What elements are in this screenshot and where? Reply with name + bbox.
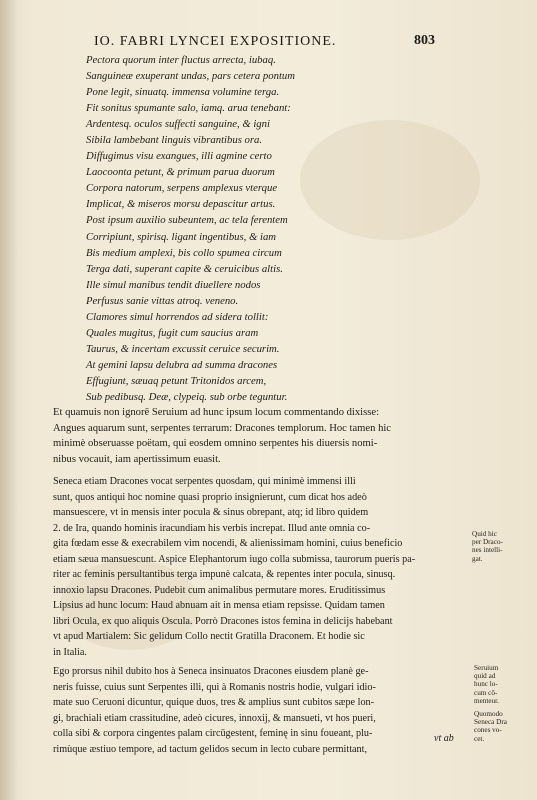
verse-line: Post ipsum auxilio subeuntem, ac tela ferentem [86,214,288,227]
prose-line: etiam sæua mansuescunt. Aspice Elephantorum iugo colla submissa, taurorum pueris pa- [53,553,416,565]
prose-line: Lipsius ad hunc locum: Haud abnuam ait in mensa etiam repsisse. Quidam tamen [53,600,385,611]
verse-line: Ardentesq. oculos suffecti sanguine, & igni [86,118,270,131]
prose-line: innoxio lapsu Dracones. Pudebit cum animalibus permutare mores. Eruditissimus [53,584,386,596]
verse-line: Implicat, & miseros morsu depascitur artus. [86,198,276,211]
verse-line: Clamores simul horrendos ad sidera tollit: [86,310,269,323]
prose-line: vt apud Martialem: Sic gelidum Collo nectit Gratilla Draconem. Et hodie sic [53,631,365,642]
verse-line: Sibila lambebant linguis vibrantibus ora. [86,134,263,147]
prose-line: gi, brachiali etiam crassitudine, adeò cicures, innoxij, & mansueti, vt hos pueri, [53,712,376,724]
verse-line: Corpora natorum, serpens amplexus vterque [86,182,278,195]
page-number: 803 [414,33,435,48]
prose-line: nibus vocauit, iam apertissimum euasit. [53,453,221,465]
verse-line: Effugiunt, sæuaq petunt Tritonidos arcem, [86,374,267,387]
verse-line: At gemini lapsu delubra ad summa dracones [86,358,278,371]
verse-line: Bis medium amplexi, bis collo spumea circum [86,246,282,259]
verse-line: Pone legit, sinuatq. immensa volumine terga. [86,86,280,99]
prose-line: rimùque æstiuo tempore, ad tactum gelidos secum in lecto cubare permittant, [53,743,368,755]
paragraph-ceruoni [53,664,463,757]
verse-line: Ille simul manibus tendit diuellere nodos [86,278,261,291]
prose-line: 2. de Ira, quando hominis iracundiam his verbis increpat. Illud ante omnia co- [53,522,371,534]
margin-gloss-servium: Seruium quid ad hunc lo- cum cō- menteur. [474,664,499,705]
prose-line: neris fuisse, cuius sunt Serpentes illi, qui à Romanis nostris hodie, vulgari idio- [53,681,376,693]
paragraph-servius [53,405,463,467]
verse-line: Diffugimus visu exangues, illi agmine certo [86,150,272,163]
prose-line: sunt, quos antiqui hoc nomine quasi proprio insignierunt, cum dicat hos adeò [53,491,367,503]
verse-line: Quales mugitus, fugit cum saucius aram [86,326,259,339]
catchword: vt ab [434,733,454,744]
margin-gloss-intelligat: Quid hic per Draco- nes intelli- gat. [472,530,503,563]
verse-line: Pectora quorum inter fluctus arrecta, iubaq. [86,54,276,66]
running-header: IO. FABRI LYNCEI EXPOSITIONE. [94,34,337,49]
paragraph-seneca [53,474,463,660]
prose-line: Angues aquarum sunt, serpentes terrarum: Dracones templorum. Hoc tamen hic [53,422,392,434]
verse-line: Terga dati, superant capite & ceruicibus altis. [86,262,283,275]
verse-quotation [86,52,466,405]
gutter-shadow [0,0,18,800]
prose-line: riter ac feminis persultantibus terga impunè calcata, & repentes inter pocula, sinusq. [53,569,396,580]
margin-gloss-quomodo: Quomodo Seneca Dra cones vo- cet. [474,710,507,743]
verse-line: Sub pedibusq. Deæ, clypeiq. sub orbe teguntur. [86,390,288,403]
verse-line: Laocoonta petunt, & primum parua duorum [86,166,275,179]
prose-line: in Italia. [53,646,87,658]
prose-line: minimè obseruasse poëtam, qui eosdem omnino serpentes his diuersis nomi- [53,438,378,450]
verse-line: Corripiunt, spirisq. ligant ingentibus, & iam [86,230,277,243]
prose-line: mate suo Ceruoni dicuntur, quique duos, tres & amplius sunt cubitos sæpe lon- [53,697,375,708]
verse-line: Fit sonitus spumante salo, iamq. arua tenebant: [86,102,291,115]
prose-line: Ego prorsus nihil dubito hos à Seneca insinuatos Dracones eiusdem planè ge- [53,666,369,677]
prose-line: colla sibi & corpora cingentes palam circūgestent, feminę in sinu foueant, plu- [53,728,373,739]
verse-line: Perfusus sanie vittas atroq. veneno. [86,294,239,307]
prose-line: libri Ocula, ex quo aliquis Oscula. Porrò Dracones istos femina in delicijs habebant [53,615,393,627]
prose-line: Seneca etiam Dracones vocat serpentes quosdam, qui minimè immensi illi [53,476,356,487]
verse-line: Taurus, & incertam excussit ceruice securim. [86,342,280,355]
verse-line: Sanguineæ exuperant undas, pars cetera pontum [86,70,295,83]
prose-line: Et quamuis non ignorē Seruium ad hunc ipsum locum commentando dixisse: [53,407,380,418]
prose-line: mansuescere, vt in mensis inter pocula & sinus obrepant, atq; id libro quidem [53,507,369,518]
prose-line: gita fœdam esse & execrabilem vim nocendi, & alienissimam homini, cuius beneficio [53,538,403,549]
